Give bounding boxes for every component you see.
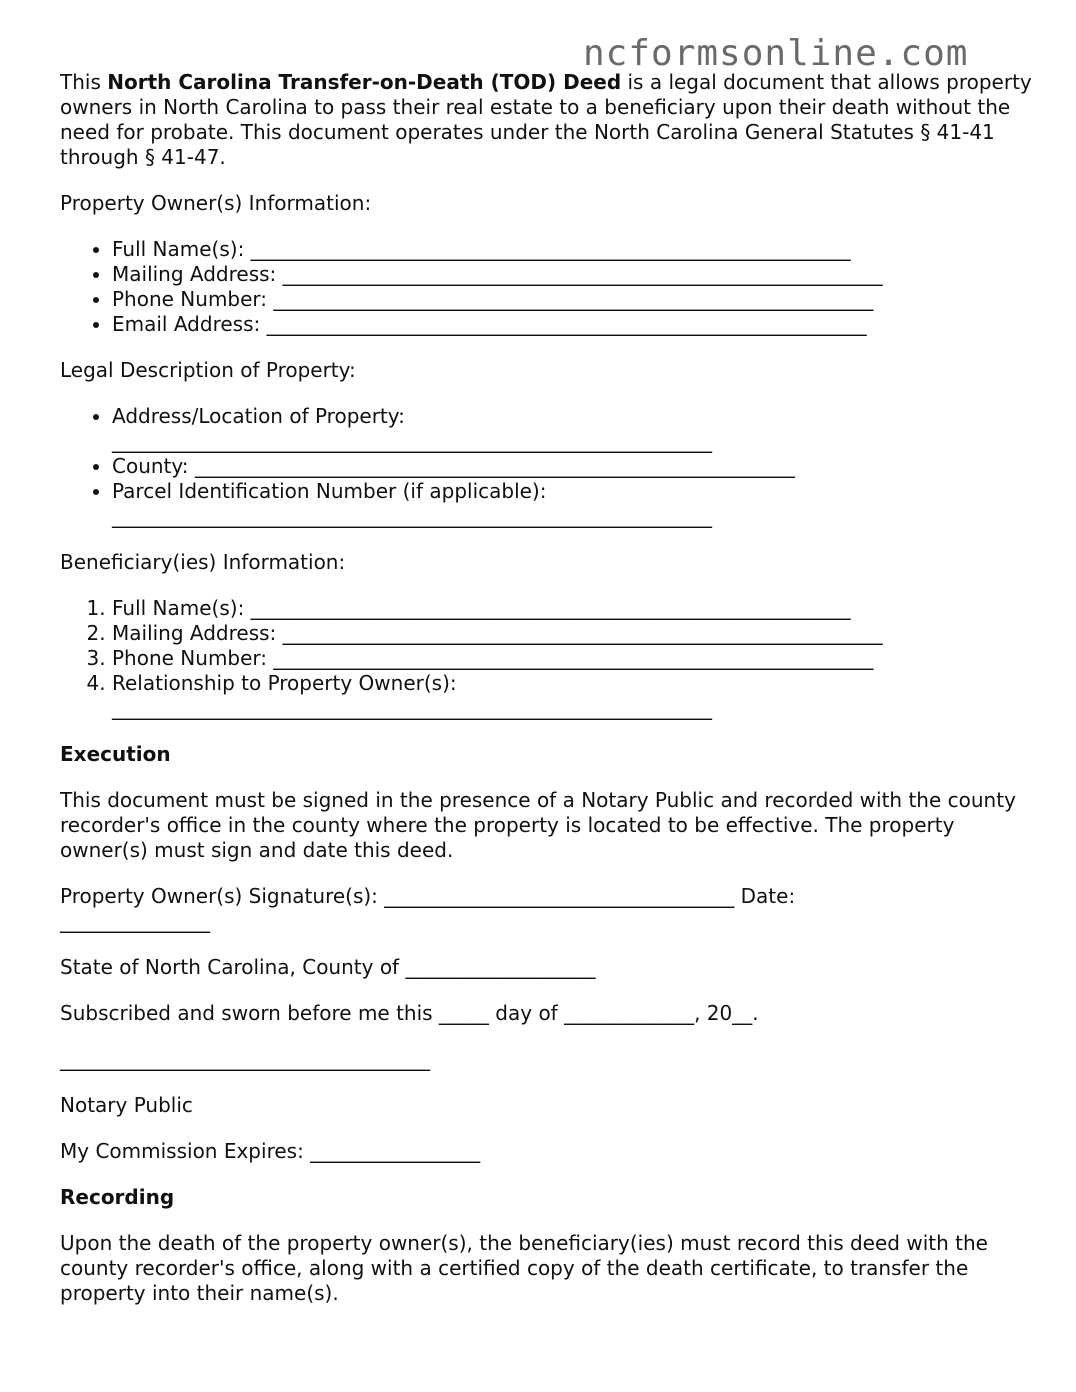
property-parcel-label: • Parcel Identification Number (if applicable): [112, 479, 547, 503]
notary-public-label: Notary Public [60, 1093, 193, 1117]
property-parcel-field[interactable]: ____________________________________________________________ [112, 504, 712, 528]
property-parcel-item [112, 479, 1040, 529]
property-address-field[interactable]: ____________________________________________________________ [112, 429, 712, 453]
property-address-label: • Address/Location of Property: [112, 404, 405, 428]
property-county-field[interactable]: • County: ____________________________________________________________ [112, 454, 1040, 479]
owner-signature-block [60, 884, 1040, 934]
recording-paragraph: Upon the death of the property owner(s), the beneficiary(ies) must record this deed with the county recorder's office, along with a certified copy of the death certificate, to transfer the property into their name(s). [60, 1231, 988, 1305]
beneficiary-relationship-item [112, 671, 1040, 721]
owner-signature-date-field[interactable]: _______________ [60, 909, 210, 933]
beneficiary-mailing-address-field[interactable]: 2. Mailing Address: ____________________________________________________________ [112, 621, 1040, 646]
intro-paragraph [60, 70, 1040, 170]
notary-state-county-field[interactable]: State of North Carolina, County of ___________________ [60, 955, 596, 979]
notary-commission-expires-field[interactable]: My Commission Expires: _________________ [60, 1139, 481, 1163]
intro-bold-title: North Carolina Transfer-on-Death (TOD) Deed [107, 70, 622, 94]
intro-suffix: is a legal document that allows property owners in North Carolina to pass their real estate to a beneficiary upon their death without the need for probate. This document operates under the North Carolina General Statutes § 41-41 through § 41-47. [60, 70, 1032, 169]
owner-phone-number-field[interactable]: • Phone Number: ____________________________________________________________ [112, 287, 1040, 312]
document-body [60, 70, 1040, 1327]
execution-title: Execution [60, 742, 171, 766]
notary-sworn-date-field[interactable]: Subscribed and sworn before me this _____ day of _____________, 20__. [60, 1001, 759, 1025]
property-section-heading: Legal Description of Property: [60, 358, 356, 382]
execution-paragraph: This document must be signed in the presence of a Notary Public and recorded with the county recorder's office in the county where the property is located to be effective. The property owner(s) must sign and date this deed. [60, 788, 1016, 862]
beneficiary-info-list [60, 596, 1040, 721]
beneficiary-full-name-field[interactable]: 1. Full Name(s): ____________________________________________________________ [112, 596, 1040, 621]
recording-title: Recording [60, 1185, 175, 1209]
beneficiary-section-heading: Beneficiary(ies) Information: [60, 550, 346, 574]
owner-mailing-address-field[interactable]: • Mailing Address: ____________________________________________________________ [112, 262, 1040, 287]
watermark-text: ncformsonline.com [583, 33, 969, 74]
owner-full-name-field[interactable]: • Full Name(s): ____________________________________________________________ [112, 237, 1040, 262]
owner-email-address-field[interactable]: • Email Address: ____________________________________________________________ [112, 312, 1040, 337]
owner-info-list [60, 237, 1040, 337]
owner-signature-field[interactable]: Property Owner(s) Signature(s): ___________________________________ Date: [60, 884, 796, 908]
beneficiary-phone-number-field[interactable]: 3. Phone Number: ____________________________________________________________ [112, 646, 1040, 671]
owner-section-heading: Property Owner(s) Information: [60, 191, 372, 215]
beneficiary-relationship-label: 4. Relationship to Property Owner(s): [112, 671, 457, 695]
property-info-list [60, 404, 1040, 529]
property-address-item [112, 404, 1040, 454]
intro-prefix: This [60, 70, 108, 94]
notary-signature-field[interactable]: _____________________________________ [60, 1047, 430, 1071]
beneficiary-relationship-field[interactable]: ____________________________________________________________ [112, 696, 712, 720]
